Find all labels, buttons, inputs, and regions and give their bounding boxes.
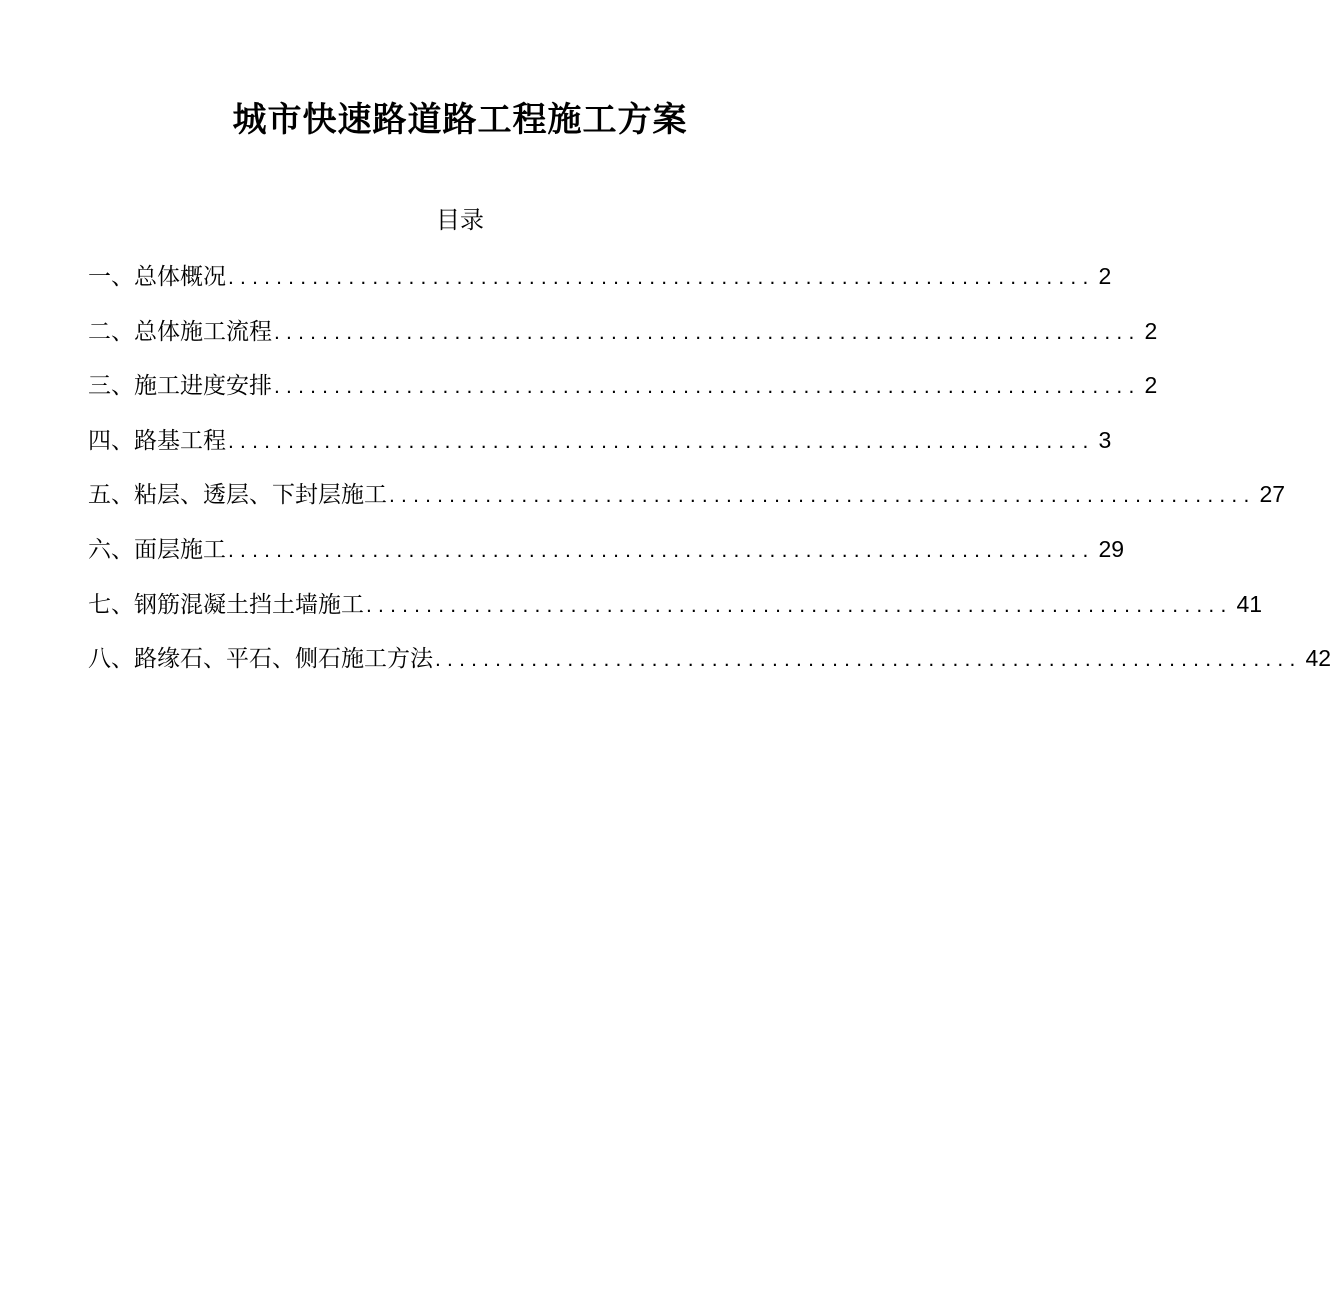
toc-entry[interactable]	[88, 256, 1112, 311]
toc-entry-label: 三、施工进度安排	[88, 373, 272, 400]
toc-entry-page: 3	[1098, 426, 1112, 453]
toc-entry[interactable]	[88, 311, 1158, 366]
toc-entry-page: 2	[1144, 372, 1158, 399]
toc-entry[interactable]	[88, 584, 1263, 639]
toc-dot-leader: ........................................................................	[274, 320, 1141, 344]
toc-entry-label: 二、总体施工流程	[88, 318, 272, 345]
toc-dot-leader: ........................................................................	[228, 266, 1095, 289]
toc-dot-leader: ........................................................................	[435, 648, 1302, 672]
toc-entry[interactable]	[88, 529, 1125, 584]
toc-heading: 目录	[436, 206, 484, 234]
toc-entry-label: 六、面层施工	[88, 536, 226, 563]
toc-entry[interactable]	[88, 474, 1286, 529]
toc-entry-label: 八、路缘石、平石、侧石施工方法	[88, 646, 433, 673]
toc-entry-page: 41	[1236, 590, 1263, 617]
toc-entry-page: 2	[1144, 317, 1158, 344]
toc-entry-label: 七、钢筋混凝土挡土墙施工	[88, 591, 364, 618]
toc-entry-page: 42	[1305, 645, 1331, 672]
toc-entry[interactable]	[88, 638, 1331, 693]
toc-dot-leader: ........................................................................	[228, 538, 1095, 562]
toc-dot-leader: ........................................................................	[228, 429, 1095, 453]
toc-entry-label: 四、路基工程	[88, 427, 226, 454]
toc-entry-page: 27	[1259, 481, 1286, 508]
toc-entry-page: 2	[1098, 263, 1112, 289]
toc-entry-label: 一、总体概况	[88, 264, 226, 290]
toc-entry-page: 29	[1098, 535, 1125, 562]
toc-dot-leader: ........................................................................	[389, 484, 1256, 508]
toc-entry[interactable]	[88, 420, 1112, 475]
toc-dot-leader: ........................................................................	[274, 375, 1141, 399]
toc-entry-label: 五、粘层、透层、下封层施工	[88, 482, 387, 509]
toc-entry[interactable]	[88, 365, 1158, 420]
toc-dot-leader: ........................................................................	[366, 593, 1233, 617]
table-of-contents	[88, 256, 1331, 693]
document-title: 城市快速路道路工程施工方案	[232, 99, 688, 140]
